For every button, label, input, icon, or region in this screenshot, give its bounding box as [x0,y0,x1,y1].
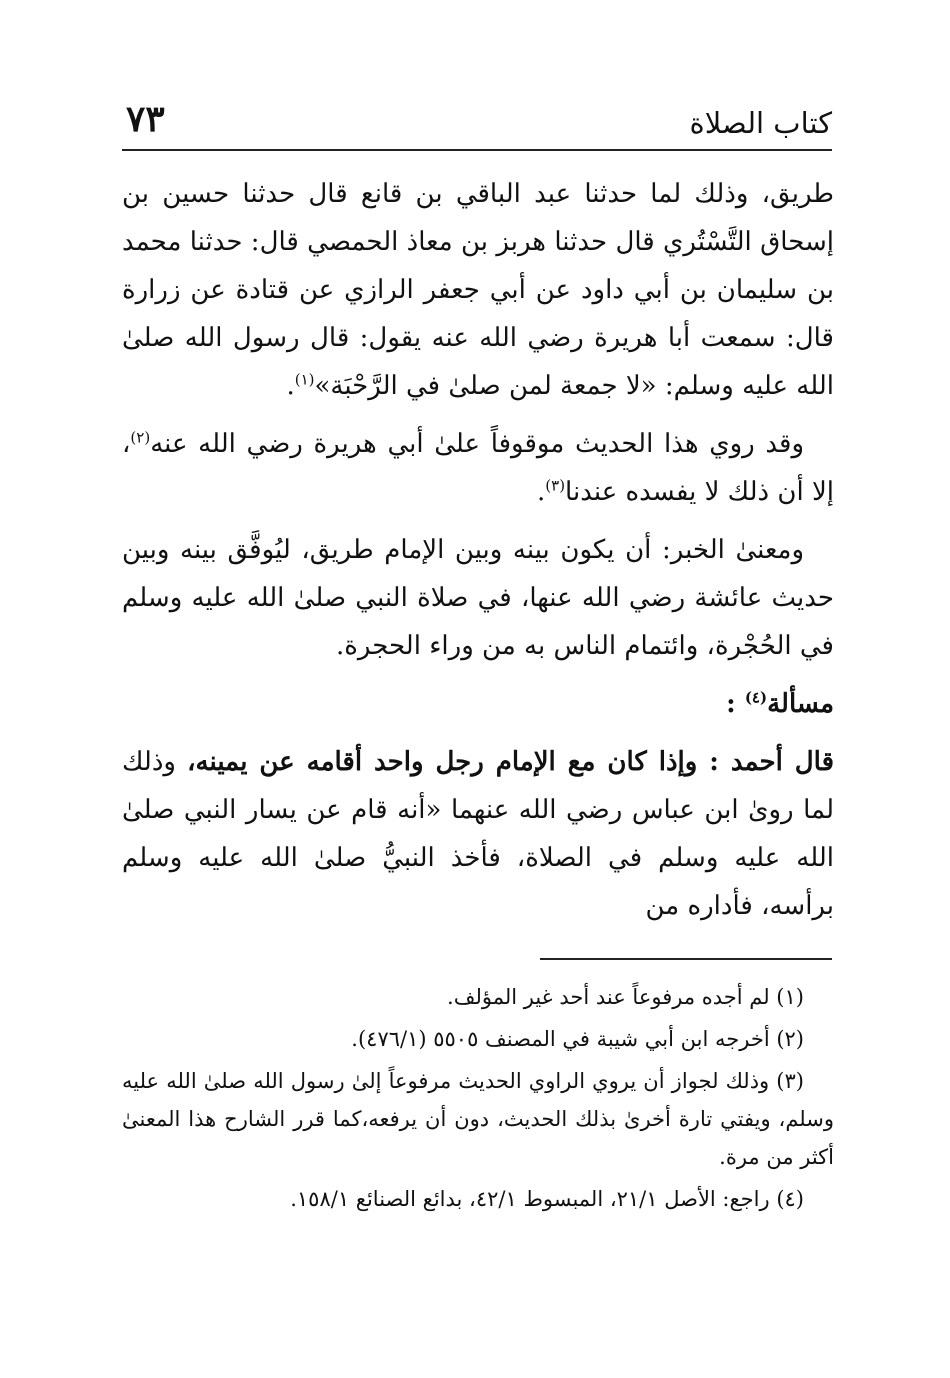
paragraph-2-mid: ، إلا أن ذلك لا يفسده عندنا [122,429,834,507]
footnote-ref-3[interactable]: (٣) [545,476,566,495]
paragraph-1-text: طريق، وذلك لما حدثنا عبد الباقي بن قانع قال حدثنا حسين بن إسحاق التَّسْتُري قال حدثنا هربز بن معاذ الحمصي قال: حدثنا محمد بن سليمان بن أبي داود عن أبي جعفر الرازي عن قتادة عن زرارة قال: سمعت أبا هريرة رضي الله عنه يقول: قال رسول الله صلىٰ الله عليه وسلم: «لا جمعة لمن صلىٰ في الرَّحْبَة» [122,179,834,401]
footnote-ref-2[interactable]: (٢) [130,428,151,447]
footnote-4: (٤) راجع: الأصل ٢١/١، المبسوط ٤٢/١، بدائع الصنائع ١٥٨/١. [290,1187,804,1211]
header-rule [122,149,832,151]
paragraph-3: ومعنىٰ الخبر: أن يكون بينه وبين الإمام طريق، ليُوفَّق بينه وبين حديث عائشة رضي الله عنها، في صلاة النبي صلىٰ الله عليه وسلم في الحُجْرة، وائتمام الناس به من وراء الحجرة. [122,535,834,661]
chapter-title: كتاب الصلاة [689,106,832,140]
paragraph-4 [122,738,834,930]
paragraph-2 [122,420,834,516]
footnotes [122,978,834,1222]
footnote-3: (٣) وذلك لجواز أن يروي الراوي الحديث مرفوعاً إلىٰ رسول الله صلىٰ الله عليه وسلم، ويفتي تارة أخرىٰ بذلك الحديث، دون أن يرفعه،كما قرر الشارح هذا المعنىٰ أكثر من مرة. [122,1069,834,1169]
main-text [122,170,834,940]
paragraph-2-text: وقد روي هذا الحديث موقوفاً علىٰ أبي هريرة رضي الله عنه [150,429,804,459]
section-heading-text: مسألة [767,689,834,719]
footnote-2: (٢) أخرجه ابن أبي شيبة في المصنف ٥٥٠٥ (٤٧٦/١). [351,1027,804,1051]
paragraph-4-text: وذلك لما روىٰ ابن عباس رضي الله عنهما «أنه قام عن يسار النبي صلىٰ الله عليه وسلم في الصلاة، فأخذ النبيُّ صلىٰ الله عليه وسلم برأسه، فأداره من [122,747,834,921]
footnote-ref-4[interactable]: (٤) [744,688,768,707]
paragraph-2-end: . [537,477,546,507]
page-number: ٧٣ [126,98,165,140]
paragraph-1 [122,170,834,410]
paragraph-1-end: . [286,371,295,401]
footnote-ref-1[interactable]: (١) [294,370,315,389]
footnote-separator [540,958,832,960]
footnote-1: (١) لم أجده مرفوعاً عند أحد غير المؤلف. [447,985,804,1009]
paragraph-4-bold: قال أحمد : وإذا كان مع الإمام رجل واحد أقامه عن يمينه، [187,747,834,777]
section-heading-end: : [726,689,745,719]
running-header [122,92,832,150]
section-heading [122,680,834,728]
